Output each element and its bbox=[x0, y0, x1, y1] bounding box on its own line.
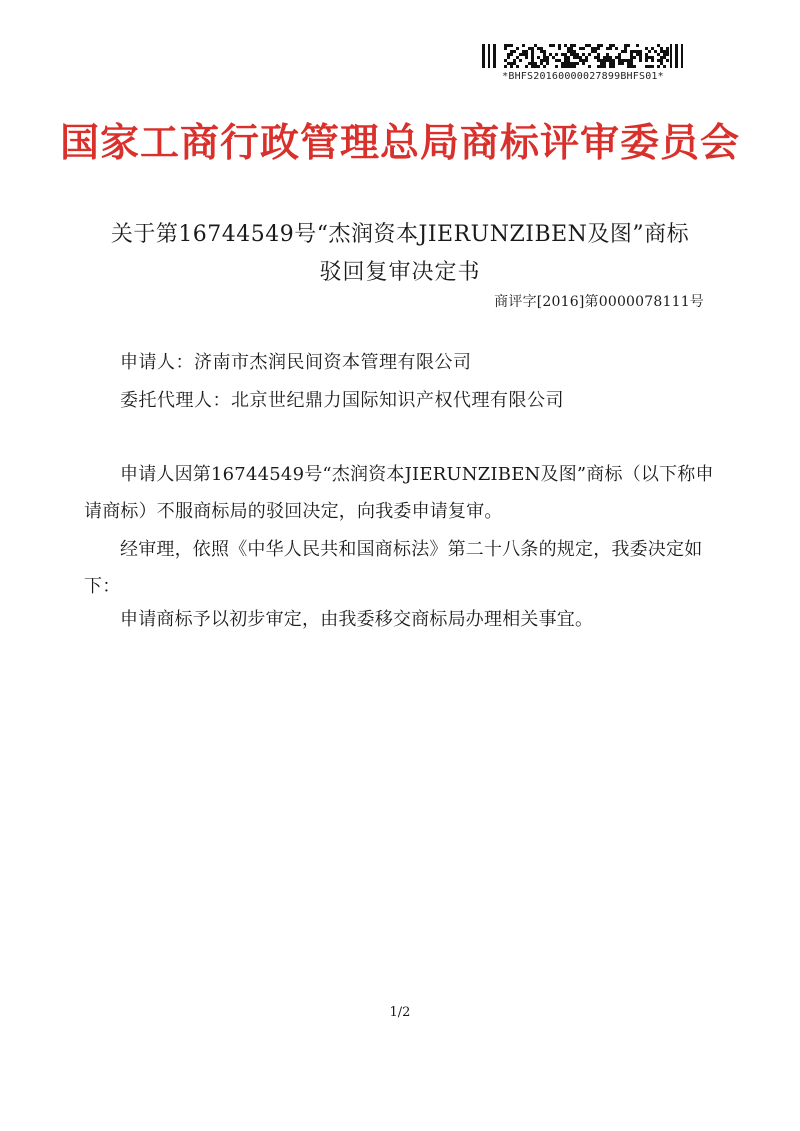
applicant-line: 申请人：济南市杰润民间资本管理有限公司 bbox=[120, 352, 472, 373]
body-paragraph: 申请人因第16744549号“杰润资本JIERUNZIBEN及图”商标（以下称申请商标）不服商标局的驳回决定，向我委申请复审。 bbox=[84, 464, 714, 522]
body-paragraph: 经审理，依照《中华人民共和国商标法》第二十八条的规定，我委决定如下： bbox=[84, 539, 703, 597]
document-title-line-1: 关于第16744549号“杰润资本JIERUNZIBEN及图”商标 bbox=[110, 222, 690, 247]
barcode-graphic bbox=[482, 44, 684, 68]
barcode-text: *BHFS20160000027899BHFS01* bbox=[502, 71, 664, 82]
document-title-line-2: 驳回复审决定书 bbox=[319, 260, 481, 285]
barcode bbox=[478, 44, 688, 90]
document-number: 商评字[2016]第0000078111号 bbox=[494, 294, 704, 310]
organization-header: 国家工商行政管理总局商标评审委员会 bbox=[59, 120, 740, 166]
agent-line: 委托代理人：北京世纪鼎力国际知识产权代理有限公司 bbox=[120, 390, 564, 411]
body-paragraph: 申请商标予以初步审定，由我委移交商标局办理相关事宜。 bbox=[120, 609, 594, 630]
page-number: 1/2 bbox=[389, 1005, 411, 1020]
